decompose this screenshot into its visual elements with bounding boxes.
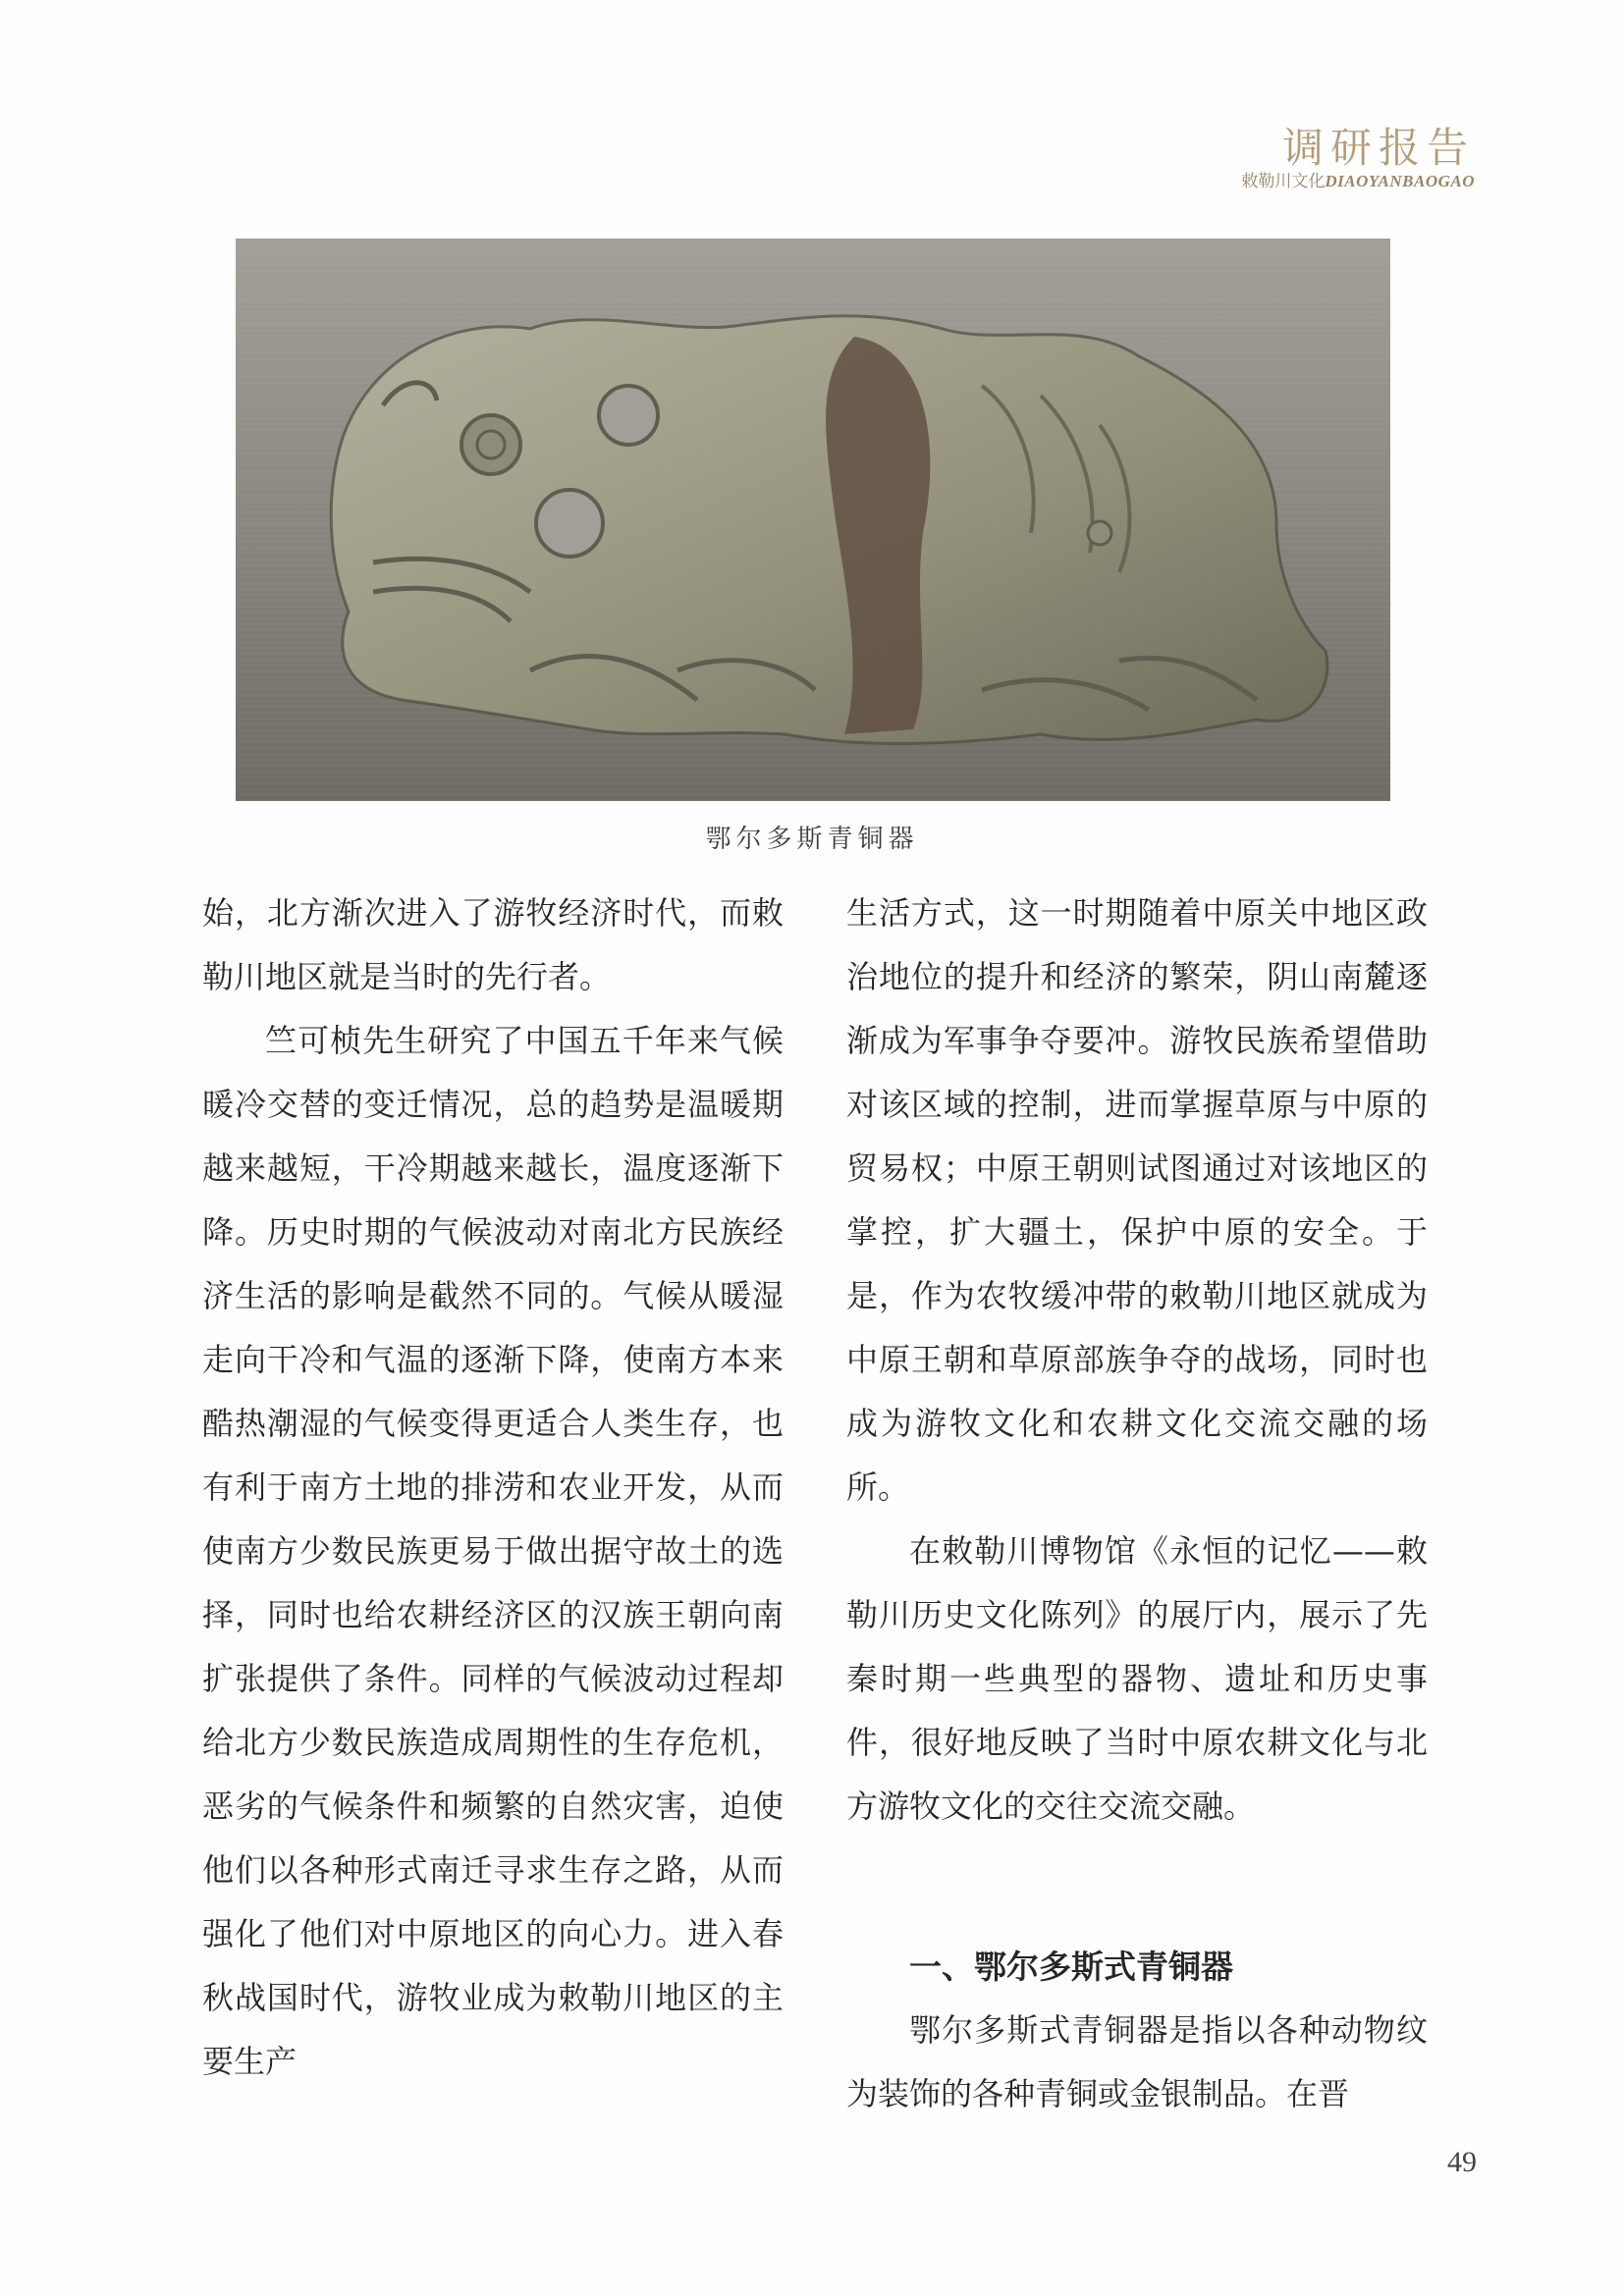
report-section-subtitle (1241, 167, 1475, 191)
body-paragraph: 鄂尔多斯式青铜器是指以各种动物纹为装饰的各种青铜或金银制品。在晋 (846, 2011, 1428, 2112)
report-section-title: 调研报告 (1281, 124, 1475, 172)
body-paragraph: 竺可桢先生研究了中国五千年来气候暖冷交替的变迁情况，总的趋势是温暖期越来越短，干冷期越来越长，温度逐渐下降。历史时期的气候波动对南北方民族经济生活的影响是截然不同的。气候从暖湿走向干冷和气温的逐渐下降，使南方本来酷热潮湿的气候变得更适合人类生存，也有利于南方土地的排涝和农业开发，从而使南方少数民族更易于做出据守故土的选择，同时也给农耕经济区的汉族王朝向南扩张提供了条件。同样的气候波动过程却给北方少数民族造成周期性的生存危机，恶劣的气候条件和频繁的自然灾害，迫使他们以各种形式南迁寻求生存之路，从而强化了他们对中原地区的向心力。进入春秋战国时代，游牧业成为敕勒川地区的主要生产 (202, 1022, 784, 2080)
figure-caption: 鄂尔多斯青铜器 (705, 825, 919, 854)
left-text-column (202, 881, 784, 2094)
bronze-artifact-photo (236, 239, 1390, 801)
subtitle-cn: 敕勒川文化 (1241, 172, 1326, 190)
body-paragraph: 始，北方渐次进入了游牧经济时代，而敕勒川地区就是当时的先行者。 (202, 894, 784, 995)
subtitle-en: DIAOYANBAOGAO (1325, 172, 1475, 190)
page-number: 49 (1447, 2146, 1477, 2178)
section-spacer (846, 1839, 1428, 1935)
section-heading: 一、鄂尔多斯式青铜器 (909, 1948, 1233, 1986)
right-text-column (846, 881, 1428, 2126)
body-paragraph: 生活方式，这一时期随着中原关中地区政治地位的提升和经济的繁荣，阴山南麓逐渐成为军事争夺要冲。游牧民族希望借助对该区域的控制，进而掌握草原与中原的贸易权；中原王朝则试图通过对该地区的掌控，扩大疆土，保护中原的安全。于是，作为农牧缓冲带的敕勒川地区就成为中原王朝和草原部族争夺的战场，同时也成为游牧文化和农耕文化交流交融的场所。 (846, 894, 1428, 1506)
body-paragraph: 在敕勒川博物馆《永恒的记忆——敕勒川历史文化陈列》的展厅内，展示了先秦时期一些典型的器物、遗址和历史事件，很好地反映了当时中原农耕文化与北方游牧文化的交往交流交融。 (846, 1532, 1428, 1825)
